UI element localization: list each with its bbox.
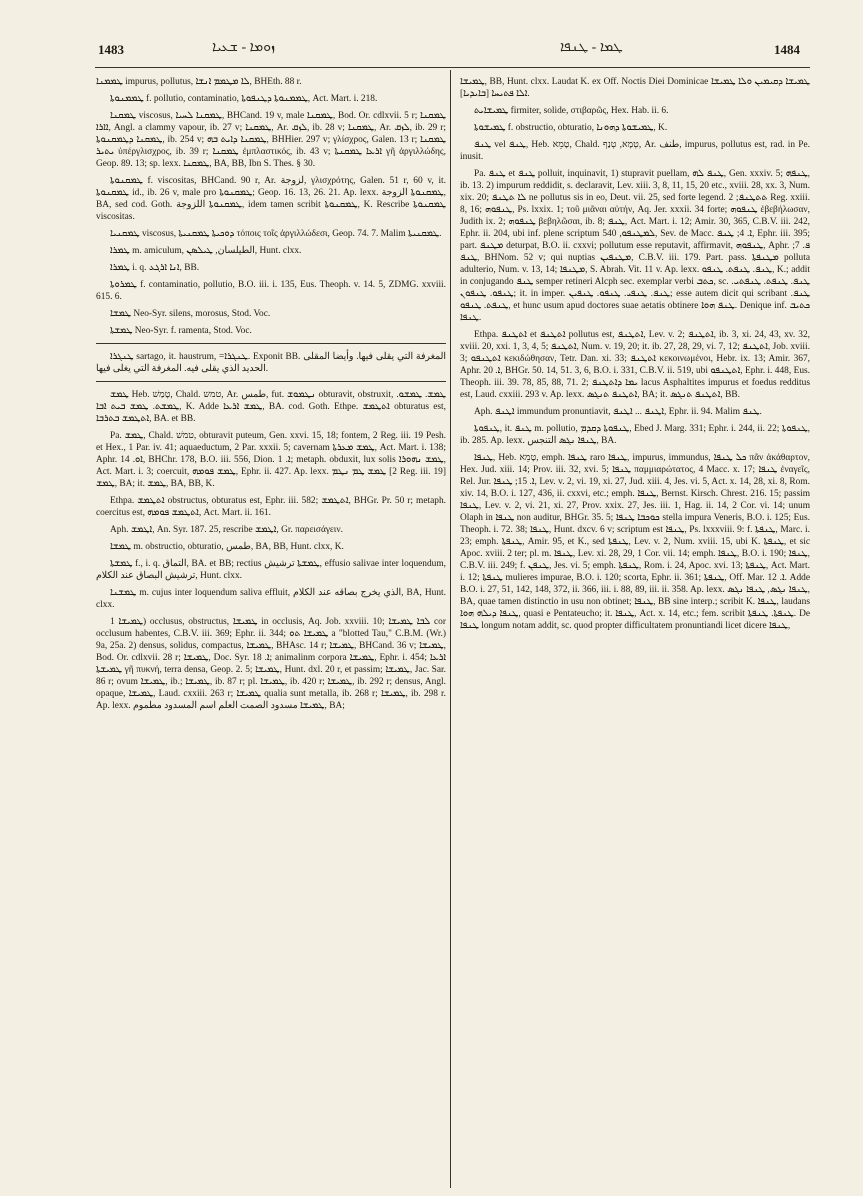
dictionary-entry: ܛܡܫܐ Neo-Syr. silens, morosus, Stod. Voc.: [110, 309, 271, 319]
left-running-head: ܙܘܡܐ - ܫܥܝܐ: [212, 40, 276, 55]
dictionary-entry: ܛܡܫ Heb. טָמַשׁ, Chald. טמש, Ar. طمس, fut. ܢܛܡܘܫ obturavit, obstruxit, ܛܡܫ. ܛܡܫܘ. ܛܡܫܬ. ܛܡܫ ܒܝܬ ܐܒܐ, K. Adde ܛܡܫ ܐܪܥܐ, BA. cod. Goth. Ethpe. ܐܬܛܡܫ obturatus est, ܐܬܛܡܫ ܒܬܪܒܐ, BA. et BB.: [96, 390, 446, 424]
column-divider: [450, 70, 451, 1188]
dictionary-entry: ܛܡܩܢܝܐ viscosus, ܕܘܟܝܬܐ ܛܡܩܢܝܬܐ τόποις τοῖς ἀργιλλώδεσι, Geop. 74. 7. Malim ܛܡܩܢܝܬܐ.: [110, 229, 442, 239]
dictionary-entry: Pa. ܛܢܦ et ܛܢܦ polluit, inquinavit, 1) stupravit puellam, ܛܢܦ ܠܗ, Gen. xxxiv. 5; ܛܢܦܗ, ib. 13. 2) impurum reddidit, s. declaravit, Lev. xiii. 3, 8, 11, 15, 20 etc., xviii. 28, xx. 3, Num. xix. 20; ܠܐ ܬܛܢܦ ne pollutus sis in eo, Deut. vii. 25, sed forte legend. ܬܬܛܢܦ; 2 Reg. xxiii. 8, 16; ܛܢܦܘܗ, Ps. lxxix. 1; τοῦ μιᾶναι αὐτήν, Aq. Jer. xxxii. 34 forte; ܛܢܦܘܗ ἐβεβήλωσαν, Judith ix. 2; ܛܢܦܘܗ βεβηλῶσαι, ib. 8; ܛܢܦ, Act. Mart. i. 12; Amir. 30, 365, C.B.V. iii. 242, Ephr. ii. 204, ubi inf. plene scriptum ܠܡܛܢܦܘ, 540, Sev. de Macc. ܐ. 4; ܛܢܦ, Ephr. iii. 395; part. ܡܛܢܦ deturpat, B.O. ii. cxxvi; pollutum esse reputavit, affirmavit, ܛܢܦܘܗ, Aphr. ܦ. 7; ܛܢܦ, BHNom. 52 v; qui nuptias ܡܛܢܦܝܢ, C.B.V. iii. 179. Part. pass. ܡܛܢܦܬܐ polluta adulterio, Num. v. 13, 14; ܡܛܢܦܐ, S. Abrah. Vit. 11 v. Ap. lexx. ܛܢܦ. ܛܢܦܬ. ܛܢܦܘ, K.; addit in conjugando ܛܢܦ semper retineri Alcph sec. exemplar verbi ܟܬܒ, sc. ܛܢܦ. ܛܢܦܬ. ܛܢܦܬܝ. ܛܢܦܘ. ܛܢܦܘܢ; it. in imper. ܛܢܦ. ܛܢܦܝ. ܛܢܦܘ. ܛܢܦܝܢ; esse autem dicit qui scribant ܛܢܦ. ܛܢܦܬ. ܛܢܦܘ, et hunc usum apud doctores suae aetatis obtinere ܛܢܦ ܗܘܐ. Denique inf. ܟܬܝܒ ܛܢܦܐ.: [460, 169, 810, 323]
dictionary-entry: ܛܡܫܐ m. obstructio, obturatio, طمس, BA, BB, Hunt. clxx, K.: [110, 542, 344, 552]
header-rule: [95, 67, 810, 68]
dictionary-entry: ܛܢܦܘܬܐ, it. ܛܢܦ m. pollutio, ܛܢܦܘܬܐ ܕܩܕܡ, Ebed J. Marg. 331; Ephr. i. 244, ii. 22; ܛܢܦܘܬܐ, ib. 285. Ap. lexx. ܛܢܦܐ ܢܓܣ التنجس, BA.: [460, 424, 810, 446]
dictionary-entry: ܛܡܫܬܐ f., i. q. التماق, BA. et BB; rectius ܛܡܫܬܐ ترشيش, effusio salivae inter loquendum, ترشيش البصاق عند الكلام, Hunt. clxx.: [96, 559, 446, 581]
dictionary-entry: Pa. ܛܡܫ, Chald. טמשׁ, obturavit puteum, Gen. xxvi. 15, 18; fontem, 2 Reg. iii. 19 Pesh. et Hex., 1 Par. iv. 41; aquaeductum, 2 Par. xxxii. 5; cavernam ܛܡܫ ܡܥܪܬܐ, Act. Mart. i. 138; Aphr. ܐܘ. 14, BHChr. 178, B.O. iii. 556, Dion. ܐ. 1; metaph. obduxit, lux solis ܛܡܫ ܢܗܘܪܐ, Act. Mart. i. 3; coercuit, ܛܡܫ ܦܘܡܗ, Ephr. ii. 427. Ap. lexx. ܛܡܫ ܛܡ ܢܛܡ [2 Reg. iii. 19] ܛܡܫ, BA; it. ܛܡܫ, BA, BB, K.: [96, 431, 446, 489]
dictionary-entry: ܛܡܡܢܐ impurus, pollutus, ܠܐ ܡܛܡܡ ܐܢܫܐ, BHEth. 88 r.: [96, 77, 302, 87]
dictionary-entry: ܛܡܩܢܐ viscosus, ܛܡܩܢܐ ܠܚܝܐ, BHCand. 19 v, male ܛܡܩܢܐ, Bod. Or. cdlxvii. 5 r; ܛܡܩܢܐ ܐܐܪܐ, Angl. a clammy vapour, ib. 27 v; ܛܡܩܢܐ, Ar. ܠܙܩ, ib. 28 v; ܛܡܩܢܐ, Ar. ܠܙܩ, ib. 29 r; ܛܡܩܢܐ ܕܛܡܩܢܘܬܐ, ib. 254 v; ܛܡܩܢܐ ܕܐܝܬ ܒܗ, BHHier. 297 v; γλίσχρος, Galen. 13 r; ܛܡܩܢܐ ܝܬܝܪ ὑπέργλισχρος, ib. 39 r; ܛܡܩܢܐ ἐμπλαστικός, ib. 43 v; ܐܪܥܐ ܛܡܩܢܬܐ γῆ ἀργιλλώδης, Geop. 89. 13; sp. lexx. ܛܡܩܢܐ, BA, BB, Ibn S. Thes. § 30.: [96, 111, 446, 169]
dictionary-entry: ܛܡܫܬܐ Neo-Syr. f. ramenta, Stod. Voc.: [110, 326, 252, 336]
dictionary-entry: Ethpa. ܐܬܛܢܦ et ܐܬܛܢܦ pollutus est, ܐܬܛܢܦ, Lev. v. 2; ܐܬܛܢܦ, ib. 3, xi. 24, 43, xv. 32, xviii. 20, xxi. 1, 3, 4, 5; ܐܬܛܢܦ, Num. v. 19, 20; it. ib. 27, 28, 29, vi. 7, 12; ܐܬܛܢܦ, Job. xviii. 3; ܐܬܛܢܦܘ κεκιδώθησαν, Tetr. Dan. xi. 33; ܐܬܛܢܦ κεκοινωμένοι, Hebr. ix. 13; Amir. 367, Aphr. ܐ. 20, BHGr. 50. 14, 51. 3, 6, B.O. i. 331, C.B.V. ii. 519, ubi ܐܬܛܢܦܘ, Ephr. i. 448, Eus. Theoph. iii. 39. 78, 85, 88, 71. 2; ܝܡܐ ܕܐܬܛܢܦ lacus Asphaltites impurus et foedus redditus est, Laud. cxxiii. 293 v. Ap. lexx. ܐܬܛܢܦ ܬܢܓܣ, BA; it. ܐܬܛܢܦ ܬܢܓܣ, BB.: [460, 330, 810, 400]
dictionary-entry: ܛܡܫܢܐ m. cujus inter loquendum saliva effluit, الذي يخرج بصاقه عند الكلام, BA, Hunt. clxx.: [96, 588, 446, 610]
left-page-number: 1483: [98, 42, 124, 57]
dictionary-entry: ܛܡܝܫܐܝܬ firmiter, solide, στιβαρῶς, Hex. Hab. ii. 6.: [474, 106, 669, 116]
dictionary-entry: ܛܡܝܫܘܬܐ f. obstructio, obturatio, ܛܡܝܫܘܬܐ ܕܗܘܢܐ, K.: [474, 123, 668, 133]
entry-separator: [96, 343, 446, 344]
dictionary-entry: ܛܡܩܢܘܬܐ f. viscositas, BHCand. 90 r, Ar. لزوجة, γλισχρότης, Galen. 51 r, 60 v, it. ܛܡܩܢܘܬܐ id., ib. 26 v, male pro ܛܡܩܢܘܬܐ; Geop. 16. 13, 26. 21. Ap. lexx. ܛܡܩܢܘܬܐ الزوجة, BA, sed cod. Goth. ܛܡܩܢܘܬܐ اللزوجة, idem tamen scribit ܛܡܩܢܘܬܐ, K. Rescribe ܛܡܩܢܘܬܐ viscositas.: [96, 176, 446, 222]
dictionary-entry: ܛܢܦ vel ܛܢܦ, Heb. טָמֵא, Chald. טְמָא, טְנַף, Ar. طنف, impurus, pollutus est, rad. in Pe. inusit.: [460, 140, 810, 162]
dictionary-entry: ܛܢܦܐ, Heb. טָמֵא, emph. ܛܢܦܐ raro ܛܢܦܐ, impurus, immundus, ܟܠ ܛܢܦܐ πᾶν ἀκάθαρτον, Hex. Jud. xiii. 14; Prov. iii. 32, xvi. 5; ܛܢܦܐ παμμιαρώτατος, 4 Macc. x. 17; ܛܢܦܐ ἐναγεῖς, Rel. Jur. ܐ. 15; ܛܢܦܐ, Lev. v. 2, vi. 19, xi. 27, Jud. xiii. 4, Jes. vi. 5, Act. x. 14, 28, xi. 8, Rom. xiv. 14, B.O. i. 127, 436, ii. cxxvi, etc.; emph. ܛܢܦܐ, Bernst. Kirsch. Chrest. 216. 15; passim ܛܢܦܐ, Lev. v. 2, vi. 21, xi. 27, Prov. xxix. 27, Jes. iii. 1, Hag. ii. 14, 2 Cor. vi. 14; unum Olaph in ܛܢܦܐ non auditur, BHGr. 35. 5; ܟܘܟܒܐ ܛܢܦܐ stella impura Veneris, B.O. i. 125; Eus. Theoph. i. 72. 38; ܛܢܦܐ, Hunt. dxcv. 6 v; scriptum est ܛܢܦܐ, Ps. lxxxviii. 9: f. ܛܢܦܬܐ, Marc. i. 23; emph. ܛܢܦܬܐ, Amir. 95, et K., sed ܛܢܦܬܐ, Lev. v. 2, Num. xviii. 15, ubi K. ܛܢܦܬܐ, et sic Apoc. xviii. 2 ter; pl. m. ܛܢܦܐ, Lev. xi. 28, 29, 1 Cor. vii. 14; emph. ܛܢܦܐ, B.O. i. 190; ܛܢܦܐ, C.B.V. iii. 249; f. ܛܢܦܢ, Jes. vi. 5; emph. ܛܢܦܬܐ, Rom. i. 24, Apoc. xvi. 13; ܛܢܦܬܐ, Act. Mart. i. 12; ܛܢܦܬܐ mulieres impurae, B.O. i. 120; scorta, Ephr. ii. 361; ܛܢܦܬܐ, Off. Mar. ܐ. 12. Adde B.O. i. 27, 51, 142, 148, 372, ii. 366, iii. i. 88, 89, iii. ii. 358. Ap. lexx. ܛܢܦܐ ܢܓܣ, ܛܢܦܐ ܢܓܣ, BA, quae tamen distinctio in usu non obtinet; ܛܢܦܐ, BB sine interp.; scribit K. ܛܢܦܐ, laudans ܛܢܦܐ ܕܝܠܗ ܗܘܐ, quasi e Pentateucho; it. ܛܢܦܐ, Act. x. 14, etc.; fem. scribit ܛܢܦܬܐ. ܛܢܦܬܐ. De ܛܢܦܐ longum notam addit, sc. quod propter difficultatem pronuntiandi licet dicere ܛܢܦܐ,: [460, 453, 810, 631]
dictionary-entry: ܛܡܪܘܬܐ f. contaminatio, pollutio, B.O. iii. i. 135, Eus. Theoph. v. 14. 5, ZDMG. xxviii. 615. 6.: [96, 280, 446, 302]
dictionary-entry: ܛܡܝܫܐ, BB, Hunt. clxx. Laudat K. ex Off. Noctis Diei Dominicae ܛܡܝܫܐ ܕܩܝܡܝܢ ܘܠܐ ܛܡܝܫܐ ܐܠܐ ܦܬܝܚܐ [ܒܐܝܕܝܐ].: [460, 77, 810, 99]
right-page-number: 1484: [774, 42, 800, 57]
dictionary-entry: ܛܡܪܐ i. q. ܐܢܐ ܐܪܓܥ, BB.: [110, 263, 200, 273]
dictionary-entry: ܛܡܝܫܐ 1) occlusus, obstructus, ܛܡܝܫܐ in occlusis, Aq. Job. xxviii. 10; ܠܒܐ ܛܡܝܫܐ cor occlusum habentes, C.B.V. iii. 369; Ephr. ii. 344; ܛܡܝܫܐ ܬܘ a "blotted Tau," C.B.M. (Wr.) 9a, 25a. 2) densus, solidus, compactus, ܛܡܝܫܐ, BHAsc. 14 r; ܛܡܝܫܐ, BHCand. 36 v; ܛܡܝܫܐ, Bod. Or. cdlxvii. 28 r; ܛܡܝܫܐ, Doc. Syr. ܐ. 18; animalinm corpora ܛܡܝܫܐ, Ephr. i. 454; ܐܪܥܐ ܛܡܝܫܬܐ γῆ πυκνή, terra densa, Geop. 2. 5; ܛܡܝܫܐ, Hunt. dxl. 20 r, et passim; ܛܡܝܫܐ, Jac. Sar. 86 r; ovum ܛܡܝܫܐ, ib.; ܛܡܝܫܐ, ib. 87 r; pl. ܛܡܝܫܐ, ib. 420 r; ܛܡܝܫܐ, ib. 292 r; densus, Angl. opaque, ܛܡܝܫܐ, Laud. cxxiii. 263 r; ܛܡܝܫܐ qualia sunt metalla, ib. 268 r; ܛܡܝܫܐ, ib. 298 r. Ap. lexx. ܛܡܝܫܐ مسدود الصمت العلم اسم المسدود مطموم, BA;: [96, 617, 446, 711]
dictionary-entry: ܛܡܪܐ m. amiculum, الطيلسان, ܛܝܠܣܢ, Hunt. clxx.: [110, 246, 302, 256]
left-column: [96, 76, 446, 1188]
right-running-head: ܛܡܐ - ܛܢܦܐ: [560, 40, 623, 55]
right-column: [460, 76, 810, 1188]
page-header: [0, 0, 863, 70]
dictionary-entry: ܛܡܡܢܘܬܐ f. pollutio, contaminatio, ܛܡܡܢܘܬܐ ܕܛܢܦܘܬܐ, Act. Mart. i. 218.: [110, 94, 378, 104]
dictionary-entry: ܛܢܓܪܐ sartago, it. haustrum, =ܛܢܓܪܐ. Exponit BB. المغرفة التي يقلى فيها. وأيضا المقلى الحديد الذي يقلى فيه. المغرفة التي يغلى فيها.: [96, 352, 446, 374]
dictionary-entry: Ethpa. ܐܬܛܡܫ obstructus, obturatus est, Ephr. iii. 582; ܐܬܛܡܫ, BHGr. Pr. 50 r; metaph. coercitus est, ܐܬܛܡܫ ܦܘܡܗ, Act. Mart. ii. 161.: [96, 496, 446, 518]
dictionary-entry: Aph. ܐܛܡܫ, An. Syr. 187. 25, rescribe ܐܛܡܫ, Gr. παρεισάγειν.: [110, 525, 343, 535]
entry-separator: [96, 381, 446, 382]
dictionary-entry: Aph. ܐܛܢܦ immundum pronuntiavit, ܐܛܢܦ ... ܐܛܢܦ, Ephr. ii. 94. Malim ܛܢܦ.: [474, 407, 762, 417]
